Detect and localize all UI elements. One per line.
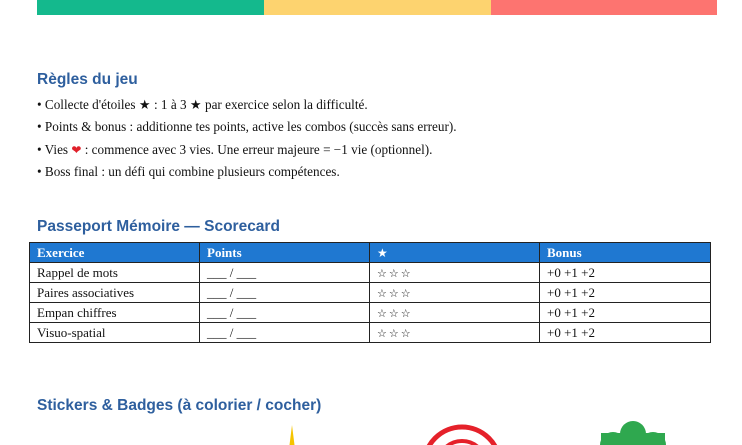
heart-icon: ❤ [71, 143, 82, 157]
scorecard-table [29, 242, 711, 343]
star-badge-icon[interactable] [281, 424, 303, 445]
cell-stars[interactable] [370, 263, 540, 283]
cell-points[interactable]: ___ / ___ [200, 323, 370, 343]
cell-stars[interactable] [370, 283, 540, 303]
rule-lives-label: • Vies [37, 142, 69, 157]
cell-stars[interactable] [370, 303, 540, 323]
stripe-red [491, 0, 717, 15]
cell-bonus[interactable]: +0 +1 +2 [540, 303, 711, 323]
rule-lives [37, 142, 432, 158]
rules-heading: Règles du jeu [37, 71, 138, 88]
rule-lives-text: : commence avec 3 vies. Une erreur majeure = −1 vie (optionnel). [84, 142, 433, 157]
header-exercise: Exercice [30, 243, 200, 263]
empty-stars-icon[interactable]: ☆☆☆ [377, 266, 413, 280]
stripe-green [37, 0, 264, 15]
empty-stars-icon[interactable]: ☆☆☆ [377, 286, 413, 300]
cell-exercise: Rappel de mots [30, 263, 200, 283]
empty-stars-icon[interactable]: ☆☆☆ [377, 306, 413, 320]
empty-stars-icon[interactable]: ☆☆☆ [377, 326, 413, 340]
scorecard-header-row [30, 243, 711, 263]
table-row [30, 283, 711, 303]
header-bonus: Bonus [540, 243, 711, 263]
cell-points[interactable]: ___ / ___ [200, 303, 370, 323]
cell-exercise: Empan chiffres [30, 303, 200, 323]
cell-points[interactable]: ___ / ___ [200, 283, 370, 303]
cell-exercise: Visuo-spatial [30, 323, 200, 343]
table-row [30, 323, 711, 343]
star-icon: ★ [377, 245, 388, 260]
cell-bonus[interactable]: +0 +1 +2 [540, 283, 711, 303]
cell-stars[interactable] [370, 323, 540, 343]
rule-points: • Points & bonus : additionne tes points, active les combos (succès sans erreur). [37, 119, 457, 134]
header-stars [370, 243, 540, 263]
rule-boss: • Boss final : un défi qui combine plusieurs compétences. [37, 164, 340, 179]
stripe-yellow [264, 0, 491, 15]
cell-bonus[interactable]: +0 +1 +2 [540, 263, 711, 283]
cell-points[interactable]: ___ / ___ [200, 263, 370, 283]
table-row [30, 263, 711, 283]
header-points: Points [200, 243, 370, 263]
cell-exercise: Paires associatives [30, 283, 200, 303]
cell-bonus[interactable]: +0 +1 +2 [540, 323, 711, 343]
table-row [30, 303, 711, 323]
stickers-heading: Stickers & Badges (à colorier / cocher) [37, 397, 322, 414]
cloud-badge-icon[interactable] [591, 419, 675, 445]
target-badge-icon[interactable] [420, 423, 504, 445]
scorecard-heading: Passeport Mémoire — Scorecard [37, 218, 280, 235]
rule-stars: • Collecte d'étoiles ★ : 1 à 3 ★ par exercice selon la difficulté. [37, 97, 368, 112]
